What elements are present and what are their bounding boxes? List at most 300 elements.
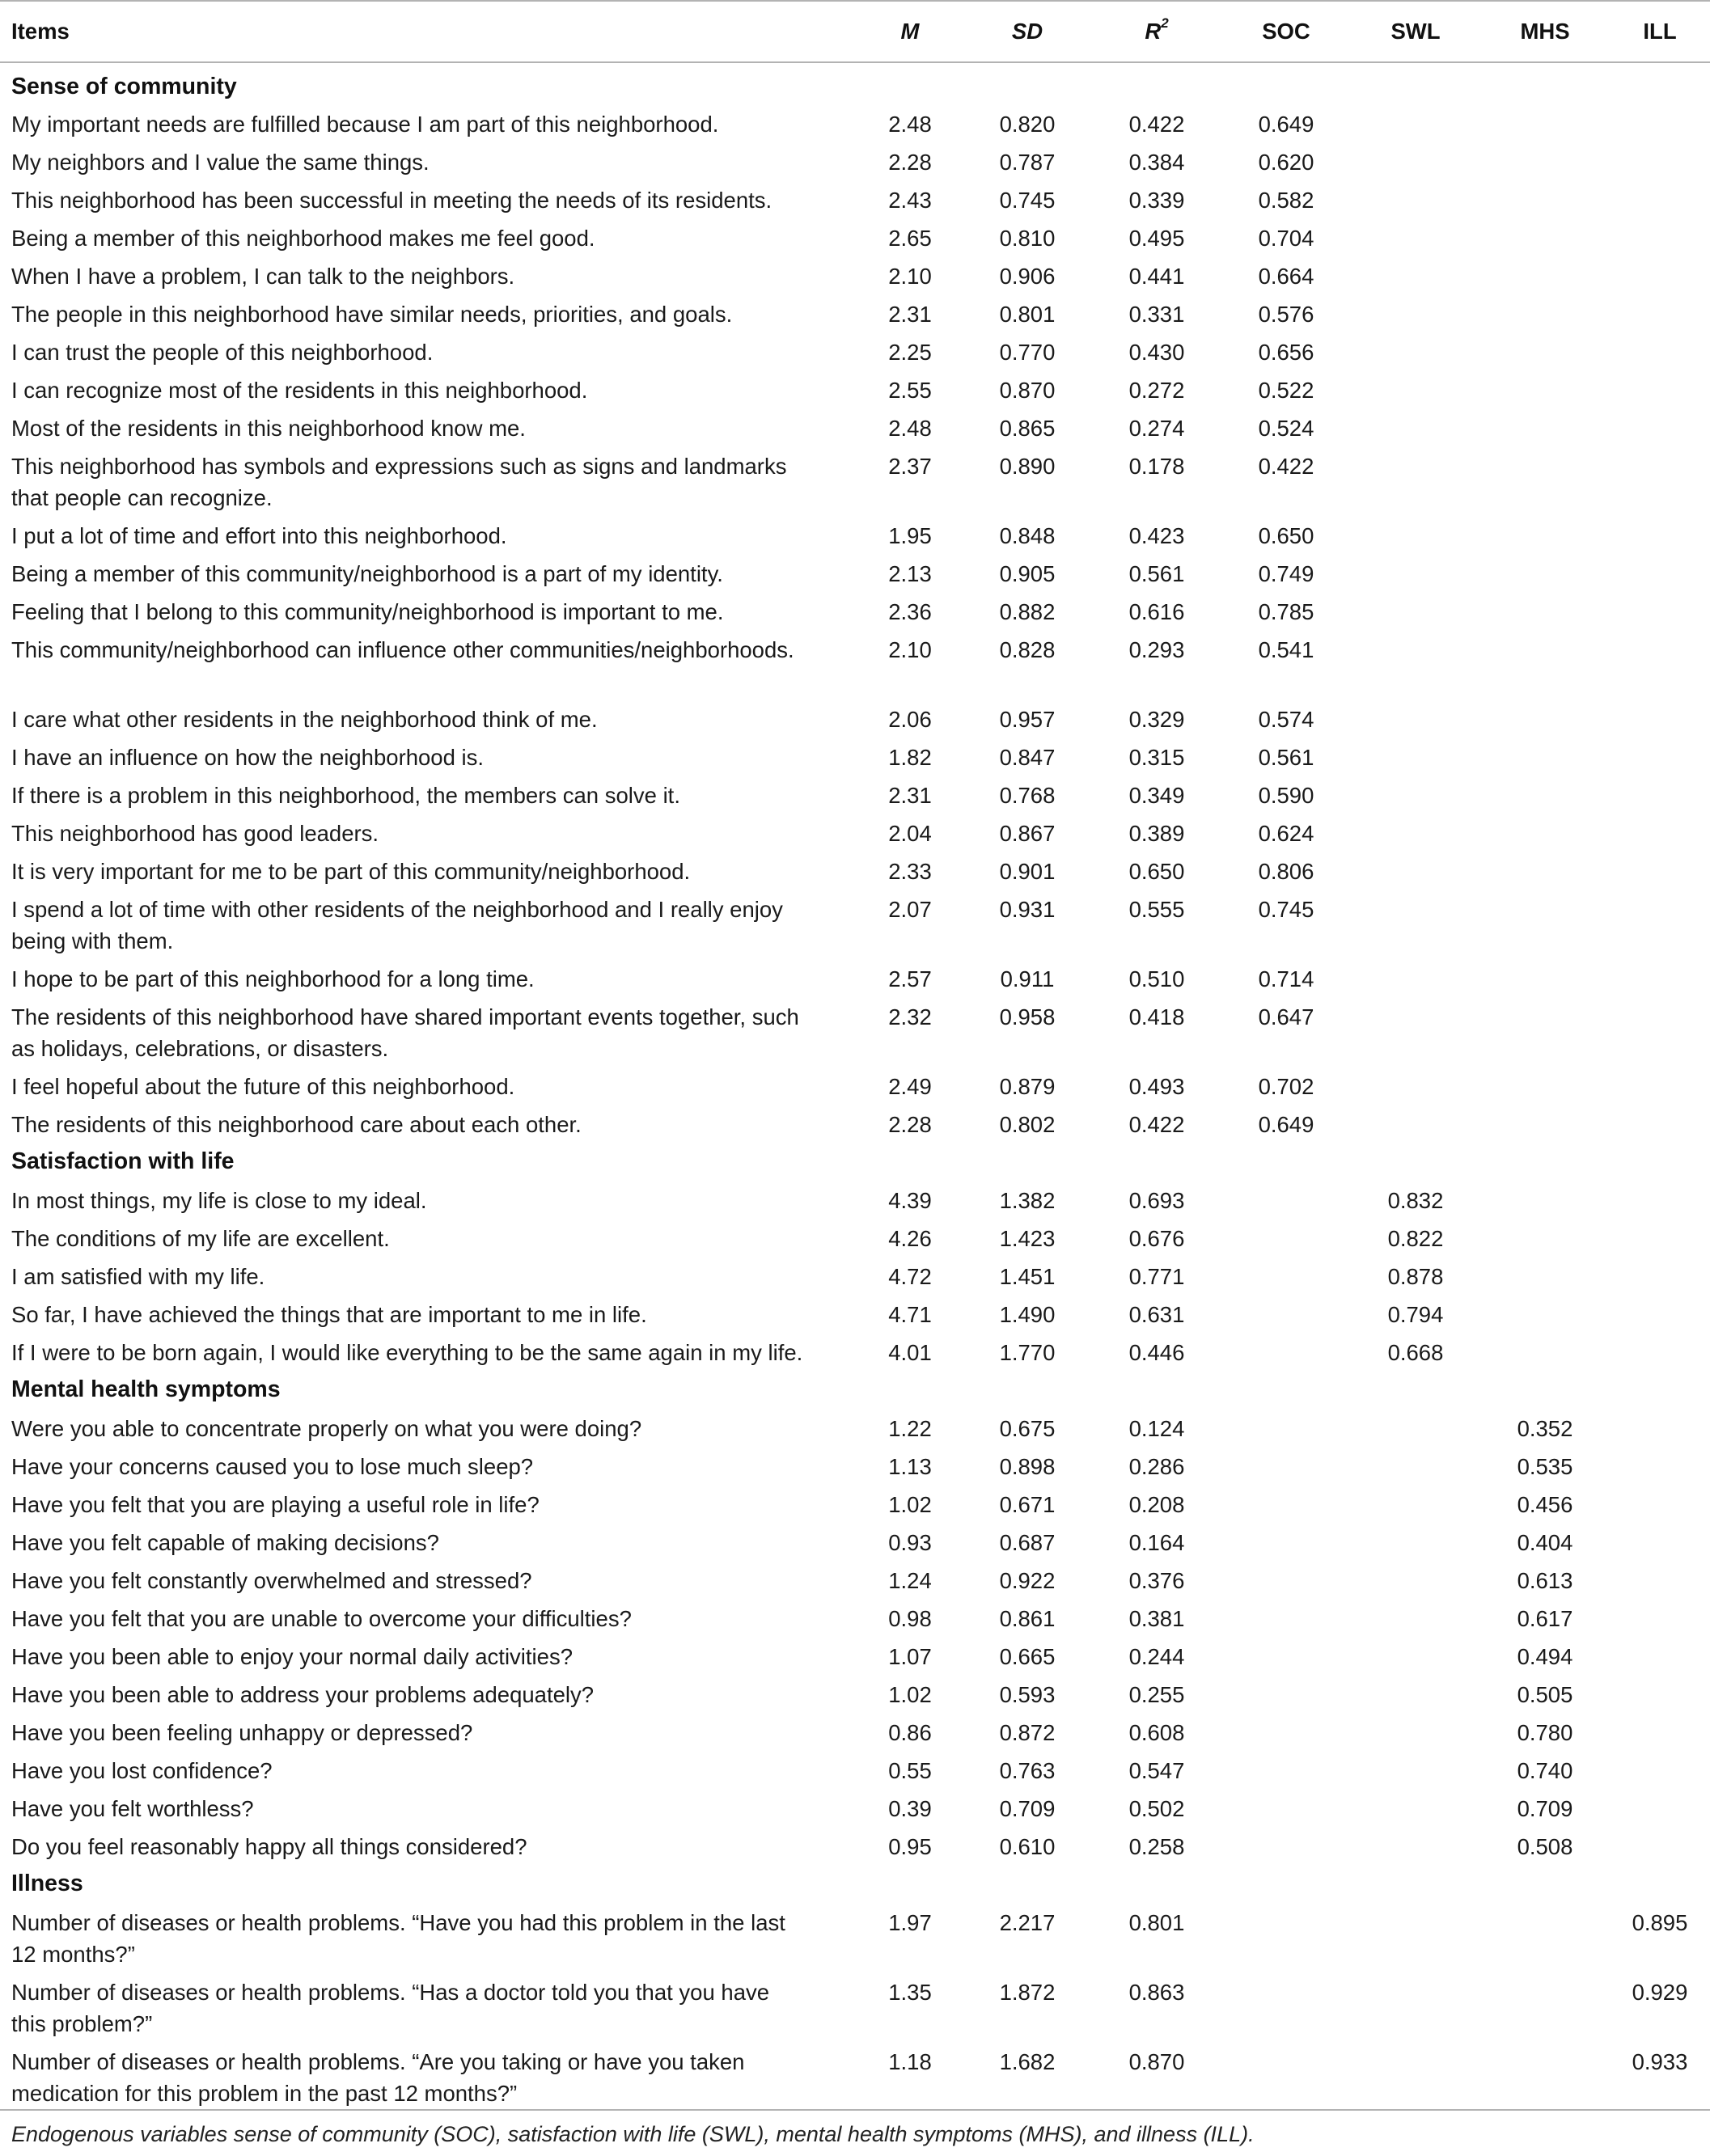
table-row bbox=[0, 407, 1710, 445]
cell-mhs bbox=[1480, 1971, 1610, 2040]
cell-m: 1.24 bbox=[888, 1568, 932, 1593]
cell-m: 4.72 bbox=[888, 1264, 932, 1289]
cell-r2: 0.389 bbox=[1128, 821, 1185, 846]
cell-sd: 0.593 bbox=[999, 1682, 1056, 1707]
cell-mhs bbox=[1480, 141, 1610, 179]
header-m: M bbox=[857, 1, 963, 62]
cell-sd: 0.671 bbox=[999, 1492, 1056, 1517]
cell-soc: 0.745 bbox=[1258, 897, 1314, 922]
cell-m: 2.32 bbox=[888, 1004, 932, 1029]
cell-mhs: 0.505 bbox=[1517, 1682, 1573, 1707]
cell-mhs bbox=[1480, 850, 1610, 888]
cell-m: 2.37 bbox=[888, 454, 932, 479]
cell-sd: 0.931 bbox=[999, 897, 1056, 922]
cell-r2: 0.178 bbox=[1128, 454, 1185, 479]
cell-sd: 0.768 bbox=[999, 783, 1056, 808]
item-text: Number of diseases or health problems. “Are you taking or have you taken medication for this problem in the past 12 months?” bbox=[0, 2040, 857, 2110]
cell-sd: 2.217 bbox=[999, 1910, 1056, 1935]
cell-soc: 0.749 bbox=[1258, 561, 1314, 586]
table-row bbox=[0, 958, 1710, 996]
cell-r2: 0.423 bbox=[1128, 523, 1185, 548]
cell-mhs: 0.456 bbox=[1517, 1492, 1573, 1517]
cell-swl bbox=[1351, 958, 1480, 996]
cell-mhs bbox=[1480, 774, 1610, 812]
table-row bbox=[0, 331, 1710, 369]
cell-soc bbox=[1221, 1179, 1351, 1217]
cell-sd: 0.879 bbox=[999, 1074, 1056, 1099]
cell-m: 1.35 bbox=[888, 1980, 932, 2005]
cell-m: 2.31 bbox=[888, 302, 932, 327]
cell-r2: 0.331 bbox=[1128, 302, 1185, 327]
cell-ill bbox=[1610, 1065, 1710, 1103]
cell-ill: 0.933 bbox=[1610, 2040, 1710, 2110]
cell-sd: 0.890 bbox=[999, 454, 1056, 479]
cell-swl bbox=[1351, 850, 1480, 888]
cell-swl bbox=[1351, 812, 1480, 850]
cell-mhs: 0.780 bbox=[1517, 1720, 1573, 1745]
cell-m: 2.28 bbox=[888, 1112, 932, 1137]
cell-swl bbox=[1351, 888, 1480, 958]
cell-soc: 0.574 bbox=[1258, 707, 1314, 732]
cell-sd: 0.763 bbox=[999, 1758, 1056, 1783]
cell-swl bbox=[1351, 1559, 1480, 1597]
cell-sd: 0.882 bbox=[999, 599, 1056, 624]
cell-swl bbox=[1351, 1597, 1480, 1635]
cell-soc: 0.590 bbox=[1258, 783, 1314, 808]
cell-sd: 0.901 bbox=[999, 859, 1056, 884]
item-text: This neighborhood has good leaders. bbox=[11, 821, 379, 846]
cell-m: 2.57 bbox=[888, 966, 932, 991]
section-title: Illness bbox=[11, 1871, 83, 1896]
cell-m: 2.43 bbox=[888, 188, 932, 213]
cell-m: 2.55 bbox=[888, 378, 932, 403]
cell-mhs bbox=[1480, 736, 1610, 774]
cell-sd: 0.675 bbox=[999, 1416, 1056, 1441]
cell-r2: 0.208 bbox=[1128, 1492, 1185, 1517]
cell-mhs bbox=[1480, 1293, 1610, 1331]
cell-soc bbox=[1221, 1331, 1351, 1369]
cell-mhs bbox=[1480, 255, 1610, 293]
cell-ill bbox=[1610, 1635, 1710, 1673]
item-text: Have you felt constantly overwhelmed and stressed? bbox=[11, 1568, 532, 1593]
cell-m: 4.26 bbox=[888, 1226, 932, 1251]
header-mhs: MHS bbox=[1480, 1, 1610, 62]
cell-swl bbox=[1351, 1103, 1480, 1141]
cell-m: 2.07 bbox=[888, 897, 932, 922]
cell-swl bbox=[1351, 698, 1480, 736]
cell-soc: 0.714 bbox=[1258, 966, 1314, 991]
cell-r2: 0.547 bbox=[1128, 1758, 1185, 1783]
cell-soc bbox=[1221, 1255, 1351, 1293]
cell-soc: 0.649 bbox=[1258, 1112, 1314, 1137]
cell-swl bbox=[1351, 407, 1480, 445]
cell-sd: 0.958 bbox=[999, 1004, 1056, 1029]
cell-r2: 0.244 bbox=[1128, 1644, 1185, 1669]
cell-ill bbox=[1610, 1255, 1710, 1293]
cell-sd: 0.861 bbox=[999, 1606, 1056, 1631]
cell-mhs bbox=[1480, 293, 1610, 331]
item-text: Have your concerns caused you to lose much sleep? bbox=[11, 1454, 534, 1479]
cell-r2: 0.255 bbox=[1128, 1682, 1185, 1707]
cell-ill bbox=[1610, 217, 1710, 255]
item-text: Have you been able to enjoy your normal daily activities? bbox=[11, 1644, 573, 1669]
cell-ill bbox=[1610, 1445, 1710, 1483]
header-sd: SD bbox=[963, 1, 1092, 62]
table-row bbox=[0, 996, 1710, 1065]
cell-r2: 0.616 bbox=[1128, 599, 1185, 624]
cell-mhs bbox=[1480, 369, 1610, 407]
cell-swl bbox=[1351, 1483, 1480, 1521]
cell-swl bbox=[1351, 1407, 1480, 1445]
header-soc: SOC bbox=[1221, 1, 1351, 62]
cell-ill bbox=[1610, 958, 1710, 996]
cell-swl: 0.822 bbox=[1387, 1226, 1444, 1251]
cell-m: 2.13 bbox=[888, 561, 932, 586]
cell-mhs bbox=[1480, 2040, 1610, 2110]
cell-ill bbox=[1610, 1597, 1710, 1635]
cell-r2: 0.384 bbox=[1128, 150, 1185, 175]
cell-mhs bbox=[1480, 1901, 1610, 1971]
item-text: This community/neighborhood can influence other communities/neighborhoods. bbox=[11, 637, 794, 662]
cell-soc: 0.656 bbox=[1258, 340, 1314, 365]
cell-ill bbox=[1610, 552, 1710, 590]
item-text: Feeling that I belong to this community/neighborhood is important to me. bbox=[11, 599, 724, 624]
cell-r2: 0.495 bbox=[1128, 226, 1185, 251]
table-row bbox=[0, 628, 1710, 698]
header-swl: SWL bbox=[1351, 1, 1480, 62]
cell-mhs bbox=[1480, 103, 1610, 141]
cell-soc: 0.704 bbox=[1258, 226, 1314, 251]
cell-soc: 0.541 bbox=[1258, 637, 1314, 662]
table-row bbox=[0, 2040, 1710, 2110]
cell-m: 1.97 bbox=[888, 1910, 932, 1935]
cell-m: 0.39 bbox=[888, 1796, 932, 1821]
table-row bbox=[0, 1635, 1710, 1673]
item-text: It is very important for me to be part of this community/neighborhood. bbox=[11, 859, 691, 884]
table-row bbox=[0, 1103, 1710, 1141]
cell-r2: 0.164 bbox=[1128, 1530, 1185, 1555]
cell-mhs bbox=[1480, 407, 1610, 445]
cell-sd: 0.898 bbox=[999, 1454, 1056, 1479]
section-title: Satisfaction with life bbox=[11, 1148, 235, 1174]
cell-mhs bbox=[1480, 1179, 1610, 1217]
cell-r2: 0.376 bbox=[1128, 1568, 1185, 1593]
cell-swl bbox=[1351, 996, 1480, 1065]
cell-swl bbox=[1351, 628, 1480, 698]
item-text: Do you feel reasonably happy all things considered? bbox=[11, 1834, 527, 1859]
table-row bbox=[0, 698, 1710, 736]
cell-swl bbox=[1351, 1635, 1480, 1673]
table-row bbox=[0, 293, 1710, 331]
cell-soc: 0.522 bbox=[1258, 378, 1314, 403]
item-text: I can recognize most of the residents in this neighborhood. bbox=[11, 378, 588, 403]
item-text: If I were to be born again, I would like everything to be the same again in my life. bbox=[11, 1340, 803, 1365]
cell-ill bbox=[1610, 590, 1710, 628]
cell-soc bbox=[1221, 1749, 1351, 1787]
table-row bbox=[0, 369, 1710, 407]
cell-swl bbox=[1351, 552, 1480, 590]
cell-soc bbox=[1221, 1711, 1351, 1749]
item-text: My important needs are fulfilled because I am part of this neighborhood. bbox=[11, 112, 719, 137]
item-text: Have you felt that you are playing a useful role in life? bbox=[11, 1492, 540, 1517]
cell-sd: 1.423 bbox=[999, 1226, 1056, 1251]
cell-r2: 0.339 bbox=[1128, 188, 1185, 213]
cell-mhs bbox=[1480, 1331, 1610, 1369]
cell-r2: 0.422 bbox=[1128, 112, 1185, 137]
cell-mhs: 0.613 bbox=[1517, 1568, 1573, 1593]
cell-swl bbox=[1351, 1787, 1480, 1825]
cell-r2: 0.422 bbox=[1128, 1112, 1185, 1137]
item-text: My neighbors and I value the same things. bbox=[11, 150, 430, 175]
cell-soc: 0.647 bbox=[1258, 1004, 1314, 1029]
cell-ill bbox=[1610, 1179, 1710, 1217]
cell-soc: 0.576 bbox=[1258, 302, 1314, 327]
cell-soc: 0.561 bbox=[1258, 745, 1314, 770]
cell-ill bbox=[1610, 1673, 1710, 1711]
cell-soc bbox=[1221, 1635, 1351, 1673]
cell-r2: 0.863 bbox=[1128, 1980, 1185, 2005]
cell-ill: 0.895 bbox=[1632, 1910, 1688, 1935]
cell-r2: 0.272 bbox=[1128, 378, 1185, 403]
table-row bbox=[0, 1971, 1710, 2040]
cell-ill bbox=[1610, 1521, 1710, 1559]
table-row bbox=[0, 1293, 1710, 1331]
cell-r2: 0.693 bbox=[1128, 1188, 1185, 1213]
section-header-row bbox=[0, 1369, 1710, 1407]
table-row bbox=[0, 1483, 1710, 1521]
table-row bbox=[0, 1065, 1710, 1103]
table-row bbox=[0, 774, 1710, 812]
item-text: When I have a problem, I can talk to the neighbors. bbox=[11, 264, 515, 289]
cell-m: 2.10 bbox=[888, 637, 932, 662]
cell-mhs bbox=[1480, 812, 1610, 850]
cell-sd: 1.770 bbox=[999, 1340, 1056, 1365]
cell-m: 1.22 bbox=[888, 1416, 932, 1441]
cell-mhs: 0.508 bbox=[1517, 1834, 1573, 1859]
cell-m: 0.95 bbox=[888, 1834, 932, 1859]
cell-mhs bbox=[1480, 445, 1610, 514]
cell-sd: 0.847 bbox=[999, 745, 1056, 770]
cell-soc bbox=[1221, 2040, 1351, 2110]
cell-mhs bbox=[1480, 514, 1610, 552]
cell-sd: 0.865 bbox=[999, 416, 1056, 441]
table-row bbox=[0, 179, 1710, 217]
item-text: The residents of this neighborhood care about each other. bbox=[11, 1112, 582, 1137]
cell-sd: 0.787 bbox=[999, 150, 1056, 175]
cell-soc: 0.785 bbox=[1258, 599, 1314, 624]
cell-ill bbox=[1610, 141, 1710, 179]
item-text: I am satisfied with my life. bbox=[11, 1264, 265, 1289]
item-text: I have an influence on how the neighborhood is. bbox=[11, 745, 485, 770]
table-row bbox=[0, 552, 1710, 590]
cell-swl: 0.668 bbox=[1387, 1340, 1444, 1365]
cell-mhs: 0.404 bbox=[1517, 1530, 1573, 1555]
cell-swl bbox=[1351, 1521, 1480, 1559]
item-text: I spend a lot of time with other residents of the neighborhood and I really enjoy being with them. bbox=[11, 897, 783, 953]
cell-r2: 0.315 bbox=[1128, 745, 1185, 770]
cell-ill bbox=[1610, 1293, 1710, 1331]
header-r2-superscript: 2 bbox=[1161, 15, 1169, 31]
cell-sd: 1.872 bbox=[999, 1980, 1056, 2005]
section-title: Mental health symptoms bbox=[11, 1376, 281, 1402]
cell-ill bbox=[1610, 1749, 1710, 1787]
cell-soc bbox=[1221, 1483, 1351, 1521]
cell-sd: 0.922 bbox=[999, 1568, 1056, 1593]
cell-r2: 0.381 bbox=[1128, 1606, 1185, 1631]
item-text: Number of diseases or health problems. “Have you had this problem in the last 12 months?” bbox=[11, 1910, 785, 1967]
section-header-row bbox=[0, 1863, 1710, 1901]
cell-sd: 1.682 bbox=[963, 2040, 1092, 2110]
cell-swl bbox=[1351, 141, 1480, 179]
cell-swl bbox=[1351, 103, 1480, 141]
cell-ill bbox=[1610, 850, 1710, 888]
cell-mhs bbox=[1480, 888, 1610, 958]
cell-ill bbox=[1610, 514, 1710, 552]
cell-mhs: 0.535 bbox=[1517, 1454, 1573, 1479]
cell-swl bbox=[1351, 1749, 1480, 1787]
cell-ill bbox=[1610, 1331, 1710, 1369]
cell-swl bbox=[1351, 293, 1480, 331]
cell-sd: 1.382 bbox=[999, 1188, 1056, 1213]
cell-sd: 1.451 bbox=[999, 1264, 1056, 1289]
cell-mhs bbox=[1480, 1217, 1610, 1255]
table-row bbox=[0, 736, 1710, 774]
header-items: Items bbox=[0, 1, 857, 62]
cell-m: 2.31 bbox=[888, 783, 932, 808]
item-text: Have you felt worthless? bbox=[11, 1796, 254, 1821]
cell-r2: 0.293 bbox=[1128, 637, 1185, 662]
item-text: I can trust the people of this neighborhood. bbox=[11, 340, 434, 365]
cell-r2: 0.441 bbox=[1128, 264, 1185, 289]
table-row bbox=[0, 888, 1710, 958]
cell-m: 1.95 bbox=[888, 523, 932, 548]
cell-sd: 0.957 bbox=[999, 707, 1056, 732]
table-row bbox=[0, 1217, 1710, 1255]
cell-soc bbox=[1221, 1787, 1351, 1825]
cell-sd: 0.745 bbox=[999, 188, 1056, 213]
cell-swl bbox=[1351, 1825, 1480, 1863]
cell-m: 1.18 bbox=[857, 2040, 963, 2110]
cell-m: 1.02 bbox=[888, 1492, 932, 1517]
table-row bbox=[0, 1787, 1710, 1825]
cell-sd: 0.610 bbox=[999, 1834, 1056, 1859]
item-text: Have you been feeling unhappy or depressed? bbox=[11, 1720, 473, 1745]
cell-sd: 0.848 bbox=[999, 523, 1056, 548]
table-row bbox=[0, 1901, 1710, 1971]
cell-soc bbox=[1221, 1521, 1351, 1559]
cell-r2: 0.555 bbox=[1128, 897, 1185, 922]
cell-soc: 0.649 bbox=[1258, 112, 1314, 137]
cell-sd: 0.906 bbox=[999, 264, 1056, 289]
cell-ill bbox=[1610, 293, 1710, 331]
table-row bbox=[0, 1445, 1710, 1483]
cell-r2: 0.870 bbox=[1092, 2040, 1221, 2110]
cell-ill bbox=[1610, 736, 1710, 774]
cell-r2: 0.418 bbox=[1128, 1004, 1185, 1029]
cell-r2: 0.631 bbox=[1128, 1302, 1185, 1327]
item-text: So far, I have achieved the things that are important to me in life. bbox=[11, 1302, 647, 1327]
cell-m: 4.71 bbox=[888, 1302, 932, 1327]
cell-mhs bbox=[1480, 331, 1610, 369]
cell-soc bbox=[1221, 1901, 1351, 1971]
cell-sd: 0.911 bbox=[1000, 966, 1055, 991]
cell-soc: 0.422 bbox=[1258, 454, 1314, 479]
cell-sd: 1.490 bbox=[999, 1302, 1056, 1327]
table-row bbox=[0, 141, 1710, 179]
cell-m: 2.48 bbox=[888, 416, 932, 441]
header-r2-base: R bbox=[1145, 19, 1162, 44]
cell-ill bbox=[1610, 812, 1710, 850]
cell-soc bbox=[1221, 1971, 1351, 2040]
cell-swl bbox=[1351, 255, 1480, 293]
cell-swl: 0.832 bbox=[1387, 1188, 1444, 1213]
item-text: Have you felt that you are unable to overcome your difficulties? bbox=[11, 1606, 632, 1631]
cell-soc bbox=[1221, 1407, 1351, 1445]
cell-swl bbox=[1351, 2040, 1480, 2110]
cell-m: 1.07 bbox=[888, 1644, 932, 1669]
cell-swl bbox=[1351, 369, 1480, 407]
item-text: I feel hopeful about the future of this neighborhood. bbox=[11, 1074, 515, 1099]
cell-m: 2.10 bbox=[888, 264, 932, 289]
cell-ill bbox=[1610, 1711, 1710, 1749]
item-text: If there is a problem in this neighborhood, the members can solve it. bbox=[11, 783, 680, 808]
table-row bbox=[0, 590, 1710, 628]
cell-mhs: 0.352 bbox=[1517, 1416, 1573, 1441]
item-text: In most things, my life is close to my ideal. bbox=[11, 1188, 427, 1213]
cell-m: 2.06 bbox=[888, 707, 932, 732]
cell-m: 0.93 bbox=[888, 1530, 932, 1555]
cell-soc bbox=[1221, 1559, 1351, 1597]
item-text: Have you felt capable of making decisions? bbox=[11, 1530, 439, 1555]
item-text: Have you been able to address your problems adequately? bbox=[11, 1682, 595, 1707]
cell-swl bbox=[1351, 736, 1480, 774]
cell-m: 2.28 bbox=[888, 150, 932, 175]
cell-sd: 0.770 bbox=[999, 340, 1056, 365]
cell-soc: 0.524 bbox=[1258, 416, 1314, 441]
cell-ill bbox=[1610, 774, 1710, 812]
cell-ill bbox=[1610, 996, 1710, 1065]
cell-sd: 0.867 bbox=[999, 821, 1056, 846]
cell-swl bbox=[1351, 514, 1480, 552]
item-text: I put a lot of time and effort into this neighborhood. bbox=[11, 523, 507, 548]
cell-soc: 0.664 bbox=[1258, 264, 1314, 289]
cell-soc bbox=[1221, 1673, 1351, 1711]
cell-ill bbox=[1610, 179, 1710, 217]
cell-r2: 0.329 bbox=[1128, 707, 1185, 732]
cell-soc: 0.650 bbox=[1258, 523, 1314, 548]
cell-swl bbox=[1351, 1673, 1480, 1711]
cell-r2: 0.510 bbox=[1128, 966, 1185, 991]
cell-m: 4.39 bbox=[888, 1188, 932, 1213]
cell-sd: 0.687 bbox=[999, 1530, 1056, 1555]
cell-m: 2.25 bbox=[888, 340, 932, 365]
cell-ill bbox=[1610, 698, 1710, 736]
header-ill: ILL bbox=[1610, 1, 1710, 62]
cell-m: 0.86 bbox=[888, 1720, 932, 1745]
cell-ill bbox=[1610, 628, 1710, 698]
cell-r2: 0.493 bbox=[1128, 1074, 1185, 1099]
cell-mhs bbox=[1480, 552, 1610, 590]
cell-ill bbox=[1610, 369, 1710, 407]
cell-soc: 0.582 bbox=[1258, 188, 1314, 213]
cell-swl bbox=[1351, 1971, 1480, 2040]
cell-ill bbox=[1610, 445, 1710, 514]
cell-m: 2.04 bbox=[888, 821, 932, 846]
item-text: I hope to be part of this neighborhood for a long time. bbox=[11, 966, 535, 991]
cell-swl bbox=[1351, 1445, 1480, 1483]
table-row bbox=[0, 1825, 1710, 1863]
cell-r2: 0.258 bbox=[1128, 1834, 1185, 1859]
